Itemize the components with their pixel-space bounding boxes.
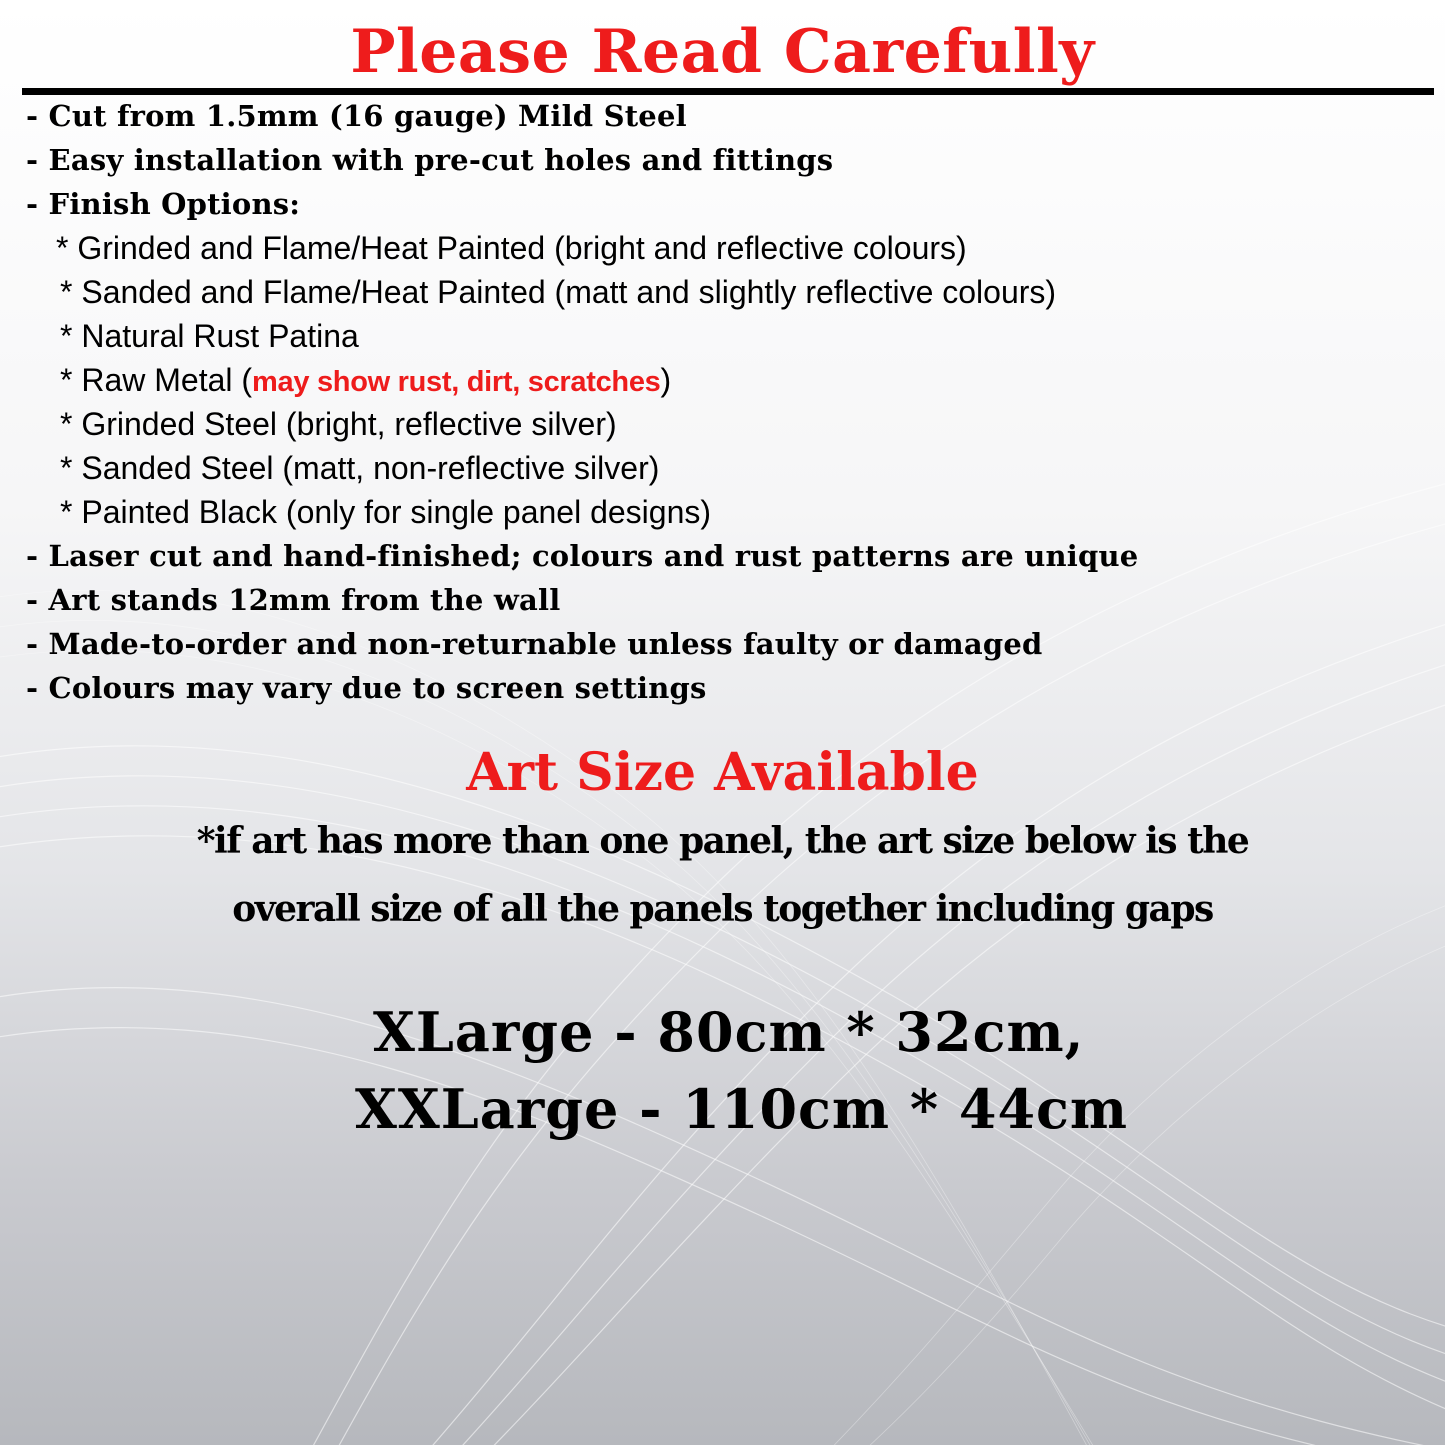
feature-item-finish-options: - Finish Options: (26, 187, 301, 221)
feature-item-returns: - Made-to-order and non-returnable unless faulty or damaged (26, 627, 1043, 661)
finish-option-grinded-painted: * Grinded and Flame/Heat Painted (bright and reflective colours) (56, 230, 967, 266)
finish-option-raw-metal (26, 358, 1426, 402)
feature-item-standoff: - Art stands 12mm from the wall (26, 583, 561, 617)
page-title: Please Read Carefully (350, 17, 1095, 87)
size-note-line-2: overall size of all the panels together including gaps (232, 888, 1213, 930)
size-heading: Art Size Available (466, 742, 979, 803)
finish-option-sanded-steel: * Sanded Steel (matt, non-reflective silver) (60, 450, 660, 486)
finish-option-grinded-steel: * Grinded Steel (bright, reflective silver) (60, 406, 617, 442)
finish-option-sanded-painted: * Sanded and Flame/Heat Painted (matt and slightly reflective colours) (60, 274, 1057, 310)
feature-item-material: - Cut from 1.5mm (16 gauge) Mild Steel (26, 99, 687, 133)
size-note-line-1: *if art has more than one panel, the art size below is the (196, 820, 1249, 862)
feature-item-installation: - Easy installation with pre-cut holes and fittings (26, 143, 834, 177)
feature-list (26, 94, 1426, 710)
finish-option-painted-black: * Painted Black (only for single panel designs) (60, 494, 712, 530)
feature-item-colour-variance: - Colours may vary due to screen settings (26, 671, 707, 705)
feature-item-laser-cut: - Laser cut and hand-finished; colours and rust patterns are unique (26, 539, 1139, 573)
raw-metal-label: * Raw Metal ( (60, 362, 253, 398)
size-xlarge: XLarge - 80cm * 32cm, (373, 1000, 1085, 1064)
raw-metal-close: ) (660, 362, 672, 398)
finish-option-rust-patina: * Natural Rust Patina (60, 318, 359, 354)
size-xxlarge: XXLarge - 110cm * 44cm (355, 1077, 1129, 1141)
raw-metal-warning: may show rust, dirt, scratches (252, 366, 661, 398)
